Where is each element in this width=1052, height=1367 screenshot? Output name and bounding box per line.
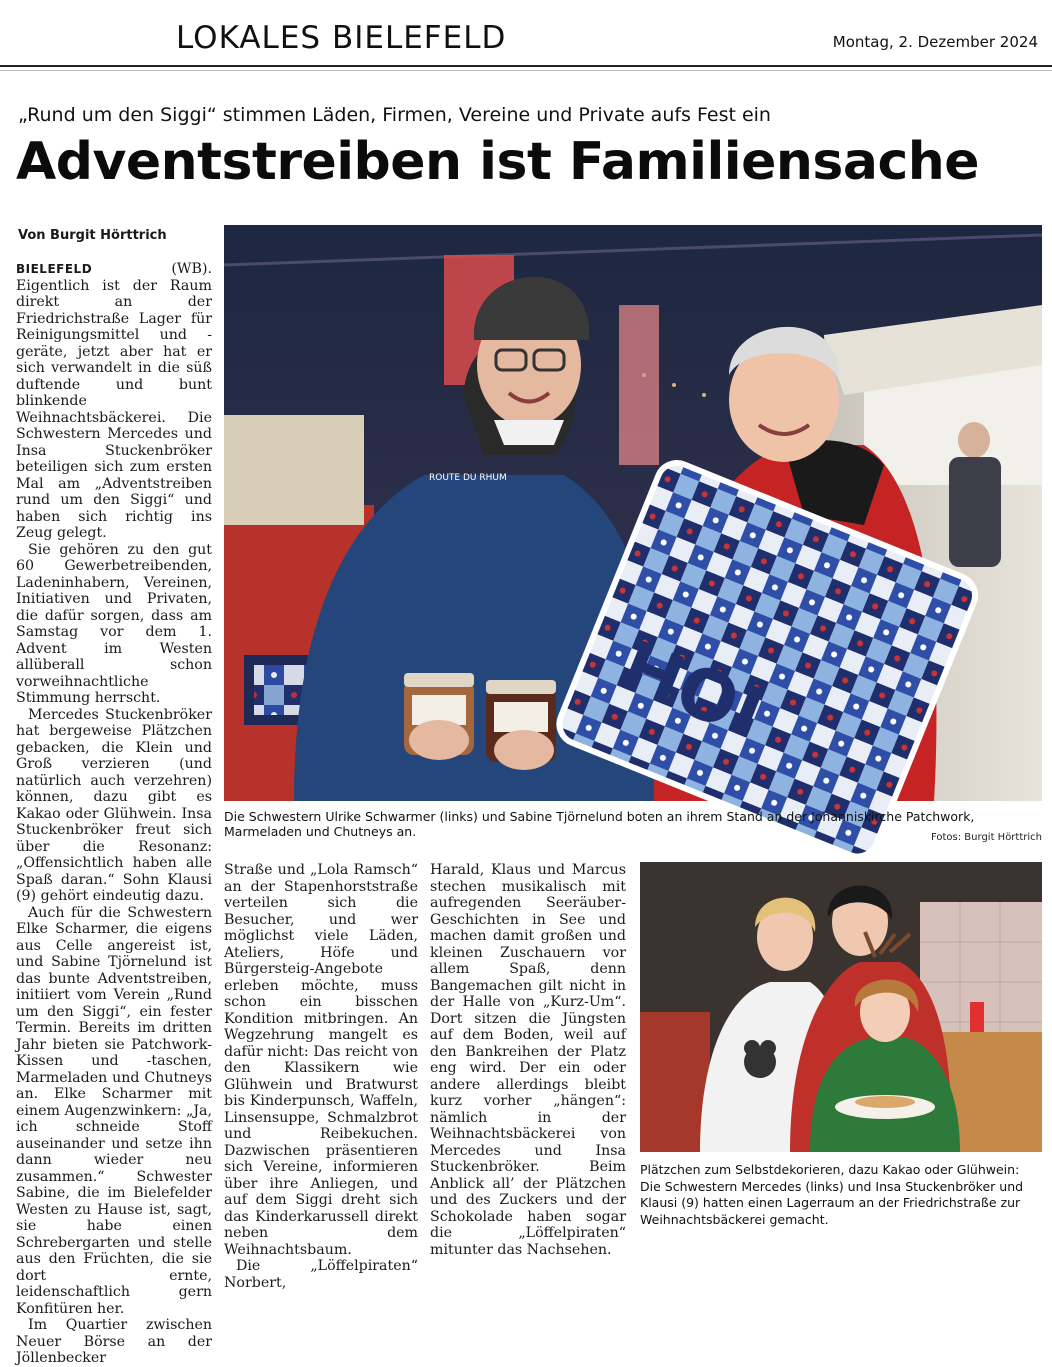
main-photo bbox=[224, 225, 1042, 801]
masthead-rule-thin bbox=[0, 70, 1052, 71]
article-column-3 bbox=[430, 862, 626, 1258]
article-column-2 bbox=[224, 862, 418, 1291]
article-headline: Adventstreiben ist Familiensache bbox=[16, 132, 980, 192]
bakery-photo bbox=[640, 862, 1042, 1152]
bakery-photo-illustration bbox=[640, 862, 1042, 1152]
section-title: LOKALES BIELEFELD bbox=[176, 20, 507, 56]
article-kicker: „Rund um den Siggi“ stimmen Läden, Firmen, Vereine und Private aufs Fest ein bbox=[18, 104, 771, 126]
paragraph: Mercedes Stuckenbröker hat bergeweise Plätzchen gebacken, die Klein und Groß verzieren (und natürlich auch verzehren) können, dazu gibt es Kakao oder Glühwein. Insa Stuckenbröker freut sich über die Resonanz: „Offensichtlich haben alle Spaß daran.“ Sohn Klausi (9) gehört eindeutig dazu. bbox=[16, 706, 212, 904]
paragraph: Harald, Klaus und Marcus stechen musikalisch mit aufregenden Seeräuber-Geschichten in See und machen damit großen und kleinen Zuschauern vor allem Spaß, denn Bangemachen gilt nicht in der Halle von „Kurz-Um“. Dort sitzen die Jüngsten auf dem Boden, weil auf den Bankreihen der Platz eng wird. Der ein oder andere allerdings bleibt kurz vorher „hängen“: nämlich in der Weihnachtsbäckerei von Mercedes und Insa Stuckenbröker. Beim Anblick all’ der Plätzchen und des Zuckers und der Schokolade haben sogar die „Löffelpiraten“ mitunter das Nachsehen. bbox=[430, 862, 626, 1258]
paragraph: Sie gehören zu den gut 60 Gewerbetreibenden, Ladeninhabern, Vereinen, Initiativen und Privaten, die dafür sorgen, dass am Samstag vor dem 1. Advent im Westen allüberall schon vorweihnachtliche Stimmung herrscht. bbox=[16, 541, 212, 706]
paragraph: Auch für die Schwestern Elke Scharmer, die eigens aus Celle angereist ist, und Sabine Tjörnelund ist das bunte Adventstreiben, initiiert vom Verein „Rund um den Siggi“, ein fester Termin. Bereits im dritten Jahr bieten sie Patchwork-Kissen und -taschen, Marmeladen und Chutneys an. Elke Scharmer mit einem Augenzwinkern: „Ja, ich schneide Stoff auseinander und setze ihn dann wieder neu zusammen.“ Schwester Sabine, die im Bielefelder Westen zu Hause ist, sagt, sie habe einen Schrebergarten und stelle aus den Früchten, die sie dort ernte, leidenschaftlich gern Konfitüren her. bbox=[16, 904, 212, 1317]
main-photo-illustration bbox=[224, 225, 1042, 801]
photo-credit: Fotos: Burgit Hörttrich bbox=[931, 832, 1042, 843]
bakery-photo-caption: Plätzchen zum Selbstdekorieren, dazu Kakao oder Glühwein: Die Schwestern Mercedes (links) und Insa Stuckenbröker und Klausi (9) hatten einen Lagerraum an der Friedrichstraße zur Weihnachtsbäckerei gemacht. bbox=[640, 1162, 1024, 1227]
paragraph-text: (WB). Eigentlich ist der Raum direkt an der Friedrichstraße Lager für Reinigungsmittel und -geräte, jetzt aber hat er sich verwandelt in die süß duftende und bunt blinkende Weihnachtsbäckerei. Die Schwestern Mercedes und Insa Stuckenbröker beteiligen sich zum ersten Mal am „Adventstreiben rund um den Siggi“ und haben sich richtig ins Zeug gelegt. bbox=[16, 261, 212, 541]
article-byline: Von Burgit Hörttrich bbox=[18, 228, 167, 243]
hoodie-logo-text: ROUTE DU RHUM bbox=[429, 473, 507, 483]
masthead-rule bbox=[0, 65, 1052, 67]
pillow-text: HOI bbox=[610, 625, 775, 756]
paragraph: Die „Löffelpiraten“ Norbert, bbox=[224, 1258, 418, 1291]
paragraph: Straße und „Lola Ramsch“ an der Stapenhorststraße verteilen sich die Besucher, und wer möglichst viele Läden, Ateliers, Höfe und Bürgersteig-Angebote erleben möchte, muss schon ein bisschen Kondition mitbringen. An Wegzehrung mangelt es dafür nicht: Das reicht von den Klassikern wie Glühwein und Bratwurst bis Kinderpunsch, Waffeln, Linsensuppe, Schmalzbrot und Reibekuchen. Dazwischen präsentieren sich Vereine, informieren über ihre Anliegen, und auf dem Siggi dreht sich das Kinderkarussell direkt neben dem Weihnachtsbaum. bbox=[224, 862, 418, 1258]
article-column-1 bbox=[16, 261, 212, 1366]
dateline: BIELEFELD bbox=[16, 262, 93, 276]
main-photo-caption: Die Schwestern Ulrike Schwarmer (links) und Sabine Tjörnelund boten an ihrem Stand an der Johanniskirche Patchwork, Marmeladen und Chutneys an. bbox=[224, 809, 975, 839]
paragraph: Im Quartier zwischen Neuer Börse an der Jöllenbecker bbox=[16, 1317, 212, 1366]
issue-date: Montag, 2. Dezember 2024 bbox=[832, 33, 1038, 51]
paragraph bbox=[16, 261, 212, 542]
